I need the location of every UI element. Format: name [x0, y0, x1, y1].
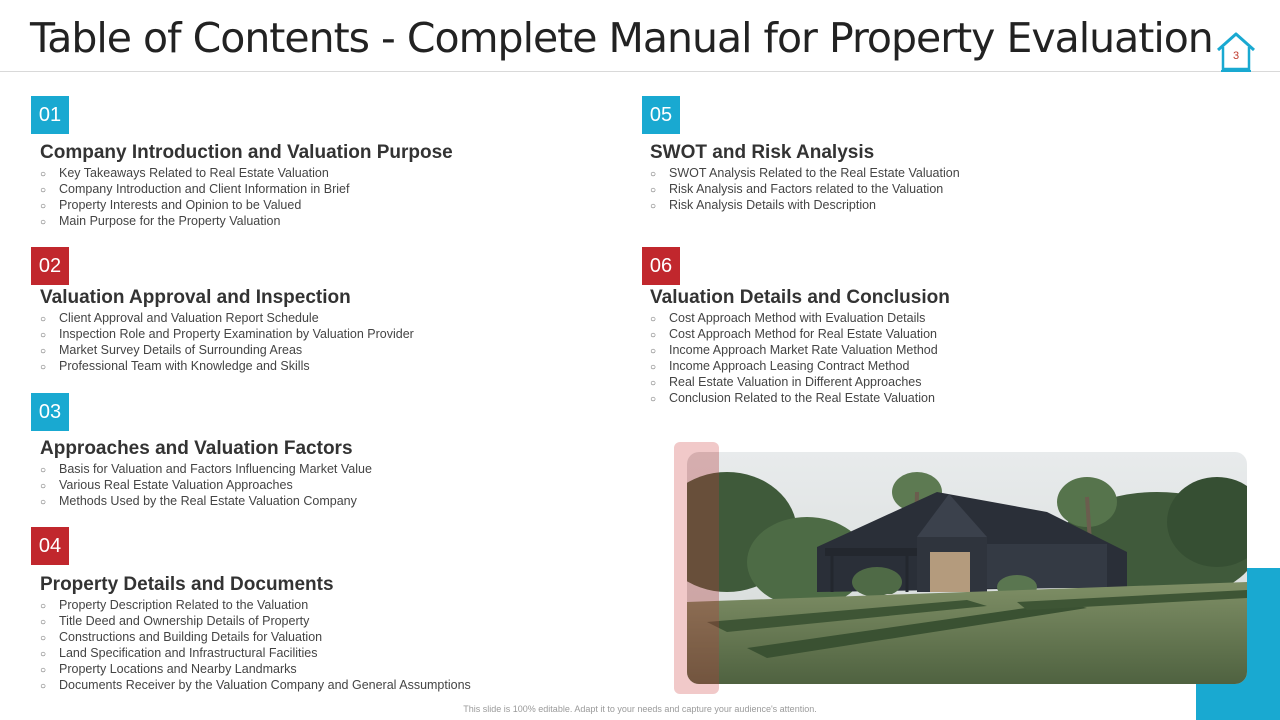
circle-bullet-icon: ○ [40, 497, 47, 508]
section-number-02: 02 [31, 247, 69, 285]
list-item: ○ SWOT Analysis Related to the Real Estate Valuation [650, 165, 960, 181]
page-number: 3 [1232, 50, 1240, 62]
section-number-03: 03 [31, 393, 69, 431]
section-item-list [40, 461, 372, 509]
list-item: ○ Methods Used by the Real Estate Valuation Company [40, 493, 372, 509]
circle-bullet-icon: ○ [40, 649, 47, 660]
section-title: Approaches and Valuation Factors [40, 438, 353, 459]
title-divider [0, 71, 1280, 72]
circle-bullet-icon: ○ [40, 217, 47, 228]
list-item: ○ Property Description Related to the Valuation [40, 597, 471, 613]
list-item: ○ Key Takeaways Related to Real Estate Valuation [40, 165, 349, 181]
circle-bullet-icon: ○ [40, 633, 47, 644]
circle-bullet-icon: ○ [40, 465, 47, 476]
list-item: ○ Property Interests and Opinion to be Valued [40, 197, 349, 213]
section-title: Valuation Details and Conclusion [650, 287, 950, 308]
section-number-04: 04 [31, 527, 69, 565]
circle-bullet-icon: ○ [650, 201, 657, 212]
list-item: ○ Documents Receiver by the Valuation Company and General Assumptions [40, 677, 471, 693]
circle-bullet-icon: ○ [40, 681, 47, 692]
section-number-06: 06 [642, 247, 680, 285]
circle-bullet-icon: ○ [40, 617, 47, 628]
circle-bullet-icon: ○ [650, 394, 657, 405]
section-number-05: 05 [642, 96, 680, 134]
list-item: ○ Conclusion Related to the Real Estate Valuation [650, 390, 938, 406]
circle-bullet-icon: ○ [650, 362, 657, 373]
list-item: ○ Basis for Valuation and Factors Influencing Market Value [40, 461, 372, 477]
list-item: ○ Risk Analysis and Factors related to the Valuation [650, 181, 960, 197]
house-photo [687, 452, 1247, 684]
section-item-list [40, 165, 349, 229]
list-item: ○ Cost Approach Method with Evaluation Details [650, 310, 938, 326]
list-item: ○ Main Purpose for the Property Valuation [40, 213, 349, 229]
circle-bullet-icon: ○ [40, 330, 47, 341]
list-item: ○ Property Locations and Nearby Landmarks [40, 661, 471, 677]
list-item: ○ Company Introduction and Client Information in Brief [40, 181, 349, 197]
circle-bullet-icon: ○ [40, 314, 47, 325]
circle-bullet-icon: ○ [650, 185, 657, 196]
circle-bullet-icon: ○ [650, 378, 657, 389]
section-number-01: 01 [31, 96, 69, 134]
circle-bullet-icon: ○ [650, 346, 657, 357]
section-title: Property Details and Documents [40, 574, 334, 595]
section-title: SWOT and Risk Analysis [650, 142, 875, 163]
section-title: Company Introduction and Valuation Purpose [40, 142, 453, 163]
list-item: ○ Cost Approach Method for Real Estate Valuation [650, 326, 938, 342]
circle-bullet-icon: ○ [40, 362, 47, 373]
section-item-list [650, 310, 938, 406]
section-title: Valuation Approval and Inspection [40, 287, 351, 308]
circle-bullet-icon: ○ [40, 169, 47, 180]
circle-bullet-icon: ○ [40, 481, 47, 492]
circle-bullet-icon: ○ [40, 665, 47, 676]
list-item: ○ Inspection Role and Property Examination by Valuation Provider [40, 326, 414, 342]
section-item-list [40, 597, 471, 693]
list-item: ○ Income Approach Market Rate Valuation Method [650, 342, 938, 358]
list-item: ○ Various Real Estate Valuation Approaches [40, 477, 372, 493]
list-item: ○ Title Deed and Ownership Details of Property [40, 613, 471, 629]
list-item: ○ Market Survey Details of Surrounding Areas [40, 342, 414, 358]
circle-bullet-icon: ○ [40, 601, 47, 612]
circle-bullet-icon: ○ [40, 346, 47, 357]
list-item: ○ Land Specification and Infrastructural Facilities [40, 645, 471, 661]
footer-note: This slide is 100% editable. Adapt it to your needs and capture your audience's attention. [463, 704, 817, 714]
section-item-list [40, 310, 414, 374]
list-item: ○ Constructions and Building Details for Valuation [40, 629, 471, 645]
list-item: ○ Real Estate Valuation in Different Approaches [650, 374, 938, 390]
circle-bullet-icon: ○ [40, 201, 47, 212]
circle-bullet-icon: ○ [650, 330, 657, 341]
circle-bullet-icon: ○ [650, 314, 657, 325]
list-item: ○ Risk Analysis Details with Description [650, 197, 960, 213]
section-item-list [650, 165, 960, 213]
page-title: Table of Contents - Complete Manual for Property Evaluation [30, 14, 1213, 62]
circle-bullet-icon: ○ [650, 169, 657, 180]
list-item: ○ Income Approach Leasing Contract Method [650, 358, 938, 374]
photo-overlay [687, 452, 719, 684]
list-item: ○ Client Approval and Valuation Report Schedule [40, 310, 414, 326]
circle-bullet-icon: ○ [40, 185, 47, 196]
list-item: ○ Professional Team with Knowledge and Skills [40, 358, 414, 374]
